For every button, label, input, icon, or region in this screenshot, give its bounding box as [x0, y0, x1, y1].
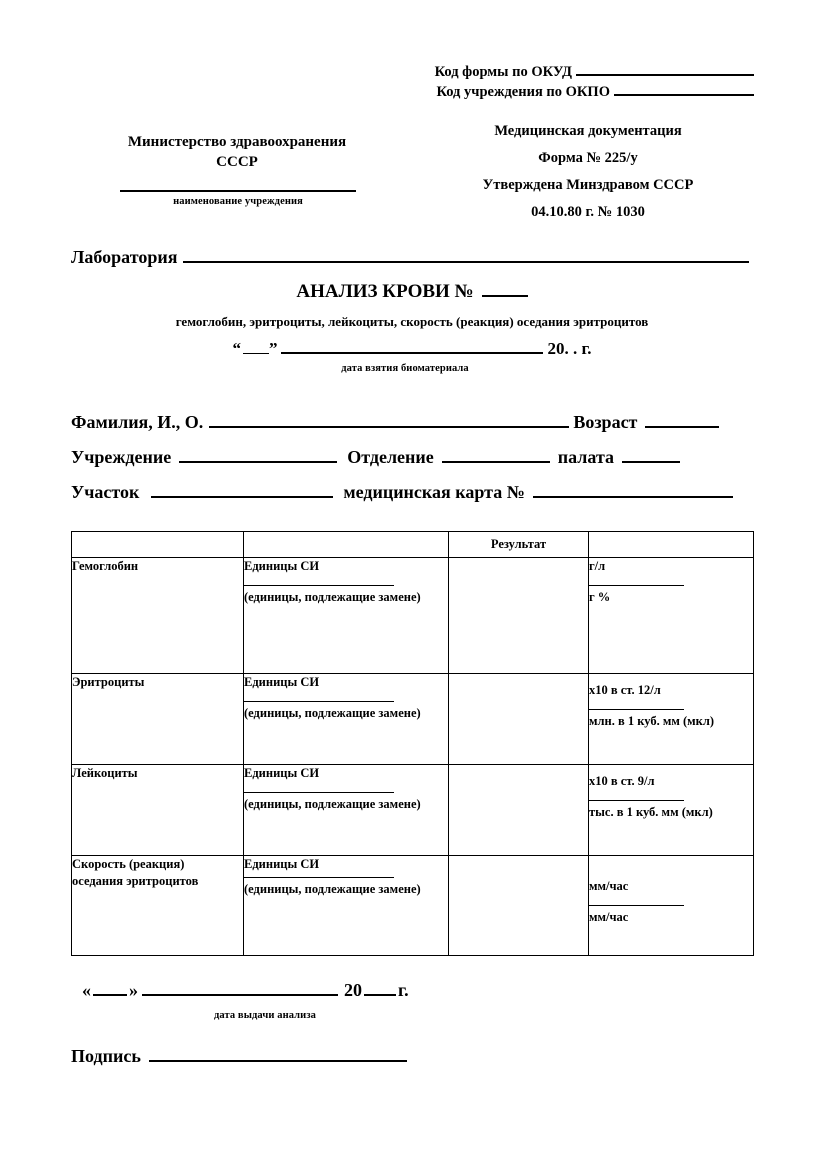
laboratory-input[interactable] [183, 261, 749, 263]
med-doc-line-1: Медицинская документация [494, 123, 682, 139]
sample-date-open-quote: “ [232, 339, 243, 358]
row-esr-units [244, 856, 449, 956]
table-header-indicator [72, 532, 244, 558]
row-erythrocytes-replaced-label: (единицы, подлежащие замене) [244, 706, 421, 720]
okud-form-code-line [424, 62, 754, 82]
row-leukocytes-replaced-label: (единицы, подлежащие замене) [244, 797, 421, 811]
row-esr-alt-units [589, 856, 754, 956]
row-hemoglobin-units-divider [244, 585, 394, 586]
ministry-block [72, 132, 402, 172]
table-header-alt-units [589, 532, 754, 558]
row-leukocytes-name: Лейкоциты [72, 765, 244, 856]
ministry-line-1: Министерство здравоохранения [127, 134, 347, 150]
med-doc-approved-by: Утверждена Минздравом СССР [482, 177, 694, 193]
issue-date-year-suffix: г. [398, 980, 409, 1000]
sample-date-line [71, 339, 753, 359]
patient-card-label: медицинская карта № [343, 482, 525, 502]
sample-date-caption: дата взятия биоматериала [341, 363, 469, 374]
row-leukocytes-alt-divider [589, 800, 684, 801]
patient-name-input[interactable] [209, 426, 569, 428]
row-esr-alt-top: мм/час [589, 879, 629, 893]
med-doc-form-number: Форма № 225/у [538, 150, 638, 166]
sample-date-month-input[interactable] [281, 352, 543, 354]
row-hemoglobin-si-label: Единицы СИ [244, 559, 320, 573]
row-erythrocytes-si-label: Единицы СИ [244, 675, 320, 689]
row-hemoglobin-alt-units [589, 558, 754, 674]
issue-date-close-quote: » [129, 980, 138, 1000]
row-esr-name: Скорость (реакция) оседания эритроцитов [72, 856, 244, 956]
page-subtitle: гемоглобин, эритроциты, лейкоциты, скорость (реакция) оседания эритроцитов [175, 314, 649, 329]
table-header-row [72, 532, 754, 558]
patient-institution-row [71, 447, 761, 468]
institution-name-caption: наименование учреждения [173, 196, 303, 207]
row-erythrocytes-result-input[interactable] [449, 674, 589, 765]
patient-institution-label: Учреждение [71, 447, 172, 467]
row-leukocytes-si-label: Единицы СИ [244, 766, 320, 780]
issue-date-caption: дата выдачи анализа [213, 1010, 316, 1021]
row-esr-alt-bottom: мм/час [589, 910, 629, 924]
okud-code-block [424, 62, 754, 102]
okpo-institution-code-label: Код учреждения по ОКПО [436, 84, 610, 100]
issue-date-month-input[interactable] [142, 994, 338, 996]
patient-district-label: Участок [71, 482, 140, 502]
signature-input[interactable] [149, 1060, 407, 1062]
row-esr-units-divider [244, 877, 394, 878]
page-title [71, 281, 753, 303]
issue-date-day-input[interactable] [93, 994, 127, 996]
patient-institution-input[interactable] [179, 461, 337, 463]
sample-date-year-input[interactable]: . . [564, 339, 578, 358]
med-doc-approval-date: 04.10.80 г. № 1030 [531, 204, 645, 220]
analysis-number-input[interactable] [482, 295, 528, 297]
patient-ward-input[interactable] [622, 461, 680, 463]
ministry-line-2: СССР [216, 154, 258, 170]
blood-analysis-table [71, 531, 754, 956]
issue-date-year-prefix: 20 [344, 980, 362, 1000]
laboratory-line [71, 247, 753, 268]
row-erythrocytes-alt-bottom: млн. в 1 куб. мм (мкл) [589, 714, 715, 728]
patient-name-label: Фамилия, И., О. [71, 412, 204, 432]
row-leukocytes-units [244, 765, 449, 856]
row-hemoglobin-replaced-label: (единицы, подлежащие замене) [244, 590, 421, 604]
row-leukocytes-alt-units [589, 765, 754, 856]
patient-district-input[interactable] [151, 496, 333, 498]
row-esr-si-label: Единицы СИ [244, 857, 320, 871]
patient-district-row [71, 482, 761, 503]
row-hemoglobin-result-input[interactable] [449, 558, 589, 674]
institution-name-input[interactable] [120, 190, 356, 192]
sample-date-close-quote: ” [268, 339, 280, 358]
patient-department-input[interactable] [442, 461, 550, 463]
table-row [72, 558, 754, 674]
row-leukocytes-alt-bottom: тыс. в 1 куб. мм (мкл) [589, 805, 713, 819]
row-esr-replaced-label: (единицы, подлежащие замене) [244, 882, 421, 896]
row-esr-alt-divider [589, 905, 684, 906]
patient-department-label: Отделение [347, 447, 434, 467]
sample-date-year-prefix: 20 [547, 339, 565, 358]
signature-label: Подпись [71, 1046, 141, 1066]
okpo-institution-code-line [424, 82, 754, 102]
row-hemoglobin-alt-top: г/л [589, 559, 606, 573]
okud-form-code-label: Код формы по ОКУД [434, 64, 572, 80]
patient-name-row [71, 412, 761, 433]
laboratory-label: Лаборатория [71, 247, 178, 267]
signature-line [71, 1046, 407, 1067]
row-hemoglobin-name: Гемоглобин [72, 558, 244, 674]
okpo-institution-code-input[interactable] [614, 94, 754, 96]
table-row [72, 856, 754, 956]
sample-date-year-suffix: г. [581, 339, 592, 358]
table-header-units [244, 532, 449, 558]
row-leukocytes-alt-top: х10 в ст. 9/л [589, 774, 655, 788]
row-erythrocytes-name: Эритроциты [72, 674, 244, 765]
patient-ward-label: палата [557, 447, 615, 467]
row-erythrocytes-alt-top: х10 в ст. 12/л [589, 683, 661, 697]
patient-age-input[interactable] [645, 426, 719, 428]
row-erythrocytes-alt-divider [589, 709, 684, 710]
table-row [72, 765, 754, 856]
row-erythrocytes-alt-units [589, 674, 754, 765]
okud-form-code-input[interactable] [576, 74, 754, 76]
row-erythrocytes-units [244, 674, 449, 765]
row-leukocytes-units-divider [244, 792, 394, 793]
row-hemoglobin-alt-bottom: г % [589, 590, 611, 604]
table-header-result: Результат [449, 532, 589, 558]
medical-documentation-block [418, 118, 758, 226]
patient-card-input[interactable] [533, 496, 733, 498]
row-leukocytes-result-input[interactable] [449, 765, 589, 856]
issue-date-year-input[interactable] [364, 994, 396, 996]
issue-date-open-quote: « [82, 980, 91, 1000]
row-esr-result-input[interactable] [449, 856, 589, 956]
issue-date-line [82, 980, 409, 1001]
patient-age-label: Возраст [573, 412, 638, 432]
row-hemoglobin-alt-divider [589, 585, 684, 586]
page-title-text: АНАЛИЗ КРОВИ № [296, 281, 474, 302]
row-hemoglobin-units [244, 558, 449, 674]
table-row [72, 674, 754, 765]
sample-date-day-input[interactable] [243, 353, 269, 354]
row-erythrocytes-units-divider [244, 701, 394, 702]
